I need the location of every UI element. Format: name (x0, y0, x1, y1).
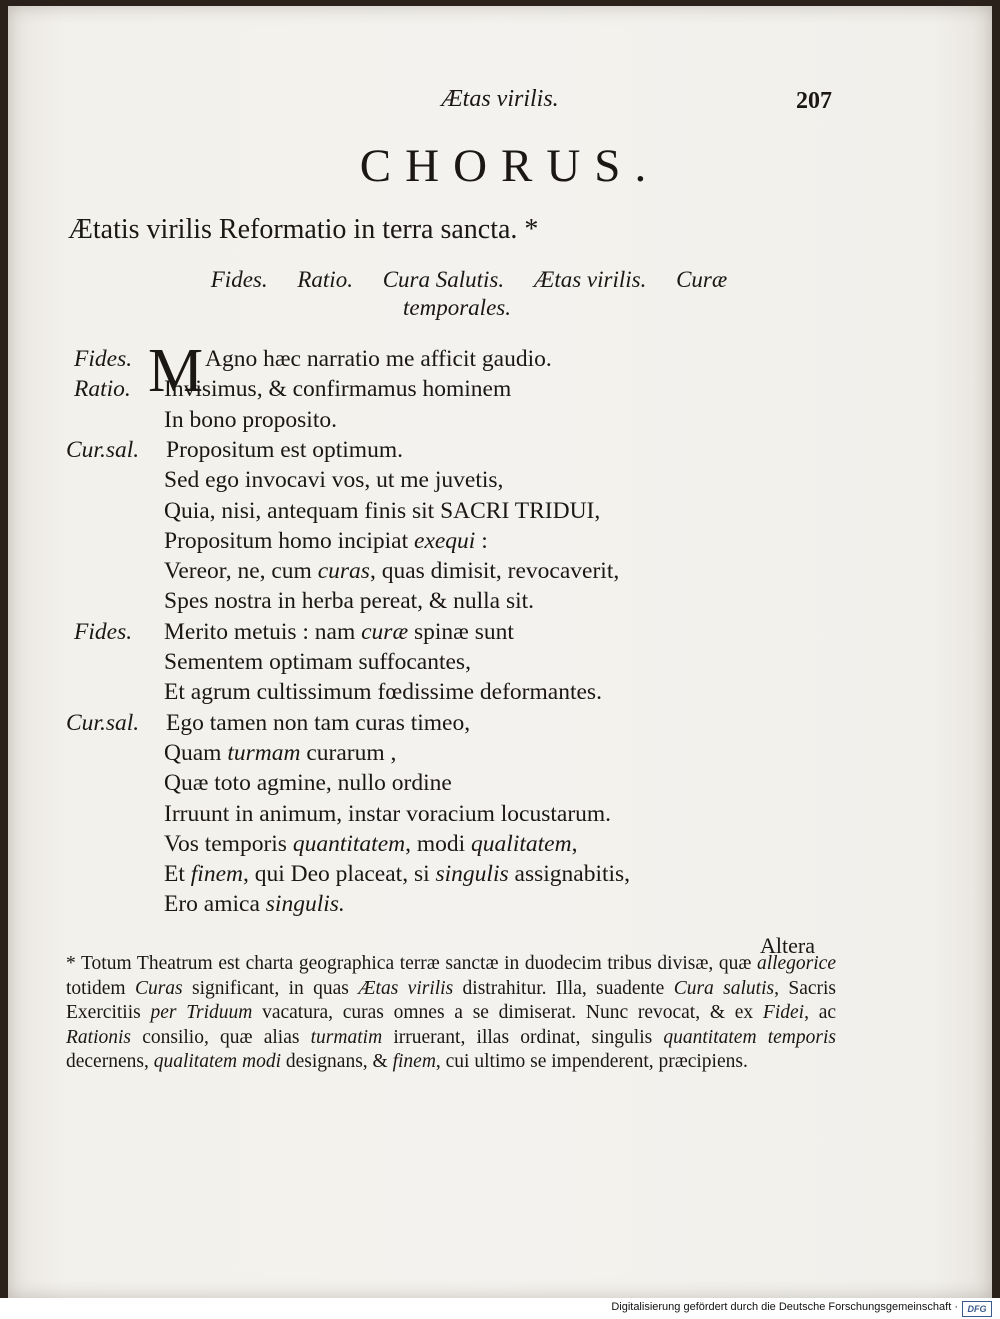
roman-text: Et agrum cultissimum fœdissime deformantes. (164, 679, 602, 706)
italic-text: curas (317, 558, 370, 585)
roman-text: Merito metuis : nam (164, 618, 362, 645)
verse-text (164, 649, 471, 676)
footnote-italic: per Triduum (150, 1002, 253, 1023)
italic-text: quantitatem (292, 830, 406, 857)
roman-text: Quam (164, 739, 228, 766)
speaker-label: Fides. (74, 618, 133, 645)
verse-text (164, 861, 630, 888)
persona: Ratio. (297, 267, 353, 292)
footer-bar (0, 1298, 1000, 1319)
roman-text: Sed ego invocavi vos, ut me juvetis, (164, 467, 504, 494)
roman-text: Propositum est optimum. (166, 436, 403, 463)
italic-text: finem (190, 861, 243, 888)
italic-text: qualitatem (471, 830, 572, 857)
roman-text: , modi (405, 830, 472, 857)
page-number: 207 (796, 88, 832, 114)
verse-text (164, 831, 577, 858)
footnote-italic: Rationis (66, 1026, 132, 1048)
verse-text (164, 679, 602, 706)
footnote (66, 952, 836, 1075)
persona: Curæ temporales. (403, 267, 728, 320)
footnote-text: decernens, (66, 1051, 154, 1072)
verse-text (164, 558, 619, 585)
dfg-logo-icon: DFG (962, 1301, 992, 1317)
italic-text: singulis. (265, 891, 345, 918)
italic-text: curæ (361, 618, 409, 645)
verse-text (164, 528, 488, 555)
verse-text (164, 770, 452, 797)
speaker-label: Ratio. (74, 376, 131, 403)
footnote-text: , Sacris Exercitiis (66, 977, 837, 1023)
roman-text: , (571, 830, 578, 857)
footnote-italic: quantitatem temporis (663, 1026, 836, 1048)
footnote-italic: Curas (134, 977, 183, 999)
italic-text: singulis (435, 861, 509, 888)
verse-text (205, 346, 552, 373)
footnote-text: , ac (804, 1002, 837, 1023)
persona: Cura Salutis. (382, 267, 505, 292)
roman-text: assignabitis, (508, 861, 631, 888)
footnote-italic: Fidei (762, 1002, 805, 1023)
verse-text (164, 588, 534, 615)
roman-text: Propositum homo incipiat (164, 527, 415, 554)
verse-text (164, 801, 611, 828)
roman-text: Quia, nisi, antequam finis sit SACRI TRIDUI, (164, 497, 601, 524)
drop-cap: M (148, 337, 204, 405)
verse-text (164, 407, 337, 434)
footnote-text: irruerant, illas ordinat, singulis (382, 1026, 664, 1048)
roman-text: Et (164, 861, 191, 888)
footnote-text: designans, & (281, 1051, 393, 1072)
subtitle: Ætatis virilis Reformatio in terra sancta. * (68, 214, 539, 245)
footnote-italic: finem (392, 1051, 436, 1072)
verse-text (164, 740, 396, 767)
footnote-italic: turmatim (310, 1026, 383, 1048)
verse-text (164, 467, 503, 494)
roman-text: In bono proposito. (164, 406, 337, 433)
verse-text (164, 619, 514, 646)
roman-text: Quæ toto agmine, nullo ordine (164, 770, 452, 797)
roman-text: Sementem optimam suffocantes, (164, 649, 471, 675)
roman-text: Irruunt in animum, instar voracium locustarum. (164, 800, 612, 827)
persona: Fides. (210, 267, 268, 292)
roman-text: Ego tamen non tam curas timeo, (166, 709, 471, 736)
speaker-label: Fides. (74, 346, 133, 372)
footnote-italic: Cura salutis (673, 977, 775, 999)
roman-text: Ero amica (164, 891, 266, 918)
footnote-text: , cui ultimo se impenderent, præcipiens. (435, 1051, 748, 1072)
catchword: Altera (760, 933, 815, 958)
verse-text (166, 710, 470, 737)
footnote-text: vacatura, curas omnes a se dimiserat. Nunc revocat, & ex (252, 1002, 763, 1023)
italic-text: exequi (414, 527, 476, 554)
speaker-label: Cur.sal. (66, 709, 140, 736)
footnote-text: totidem (66, 977, 135, 999)
footnote-italic: Ætas virilis (358, 977, 454, 999)
verse-text (164, 376, 511, 403)
verse-text (164, 891, 345, 918)
verse-text (166, 437, 403, 464)
italic-text: turmam (227, 739, 301, 766)
footnote-italic: allegorice (756, 953, 836, 974)
book-page (8, 6, 992, 1298)
roman-text: Vos temporis (164, 830, 293, 857)
footnote-italic: qualitatem modi (153, 1051, 281, 1072)
roman-text: : (475, 527, 488, 554)
dramatis-personae (138, 266, 788, 322)
persona: Ætas virilis. (533, 267, 647, 292)
footnote-text: consilio, quæ alias (131, 1026, 311, 1048)
roman-text: Spes nostra in herba pereat, & nulla sit. (164, 588, 535, 615)
footnote-text: distrahitur. Illa, suadente (453, 977, 674, 999)
footnote-text: * Totum Theatrum est charta geographica terræ sanctæ in duodecim tribus divisæ, quæ (66, 953, 757, 974)
roman-text: , qui Deo placeat, si (242, 861, 436, 888)
roman-text: Agno hæc narratio me afficit gaudio. (205, 346, 552, 372)
roman-text: spinæ sunt (408, 618, 514, 645)
page-title: CHORUS. (359, 140, 661, 192)
footer-text: Digitalisierung gefördert durch die Deutsche Forschungsgemeinschaft · (611, 1301, 958, 1313)
running-head: Ætas virilis. (441, 86, 559, 112)
footnote-text: significant, in quas (182, 977, 359, 999)
verse-text (164, 498, 600, 525)
speaker-label: Cur.sal. (66, 436, 140, 463)
roman-text: Vereor, ne, cum (164, 558, 318, 585)
roman-text: , quas dimisit, revocaverit, (369, 558, 620, 585)
roman-text: Invisimus, & confirmamus hominem (164, 376, 512, 403)
roman-text: curarum , (300, 739, 397, 766)
